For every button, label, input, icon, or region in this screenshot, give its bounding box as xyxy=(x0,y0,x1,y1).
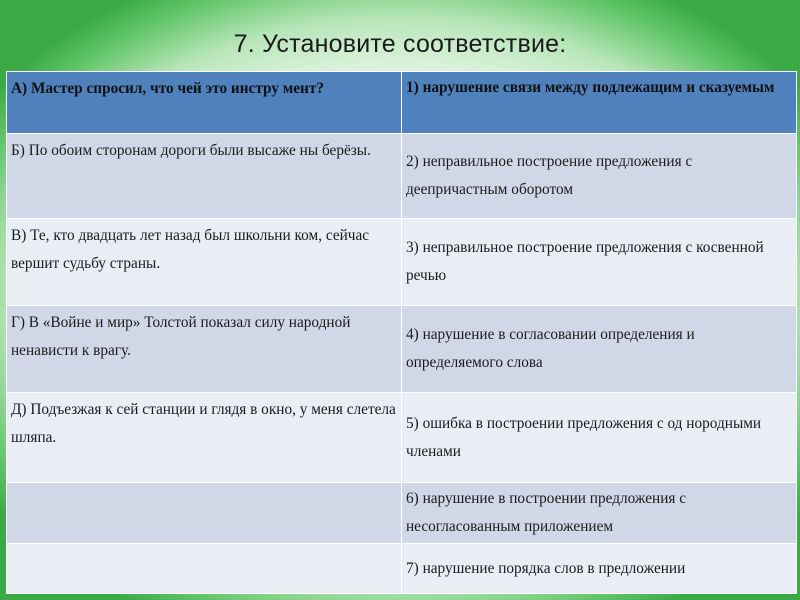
sentence-cell: В) Те, кто двадцать лет назад был школьни ком, сейчас вершит судьбу страны. xyxy=(7,219,402,306)
error-type-cell: 4) нарушение в согласовании определения и определяемого слова xyxy=(402,306,797,393)
error-type-cell: 2) неправильное построение предложения с деепричастным оборотом xyxy=(402,134,797,219)
matching-table xyxy=(6,71,797,594)
error-type-cell: 5) ошибка в построении предложения с од нородными членами xyxy=(402,393,797,483)
table-row xyxy=(7,219,797,306)
error-type-cell: 3) неправильное построение предложения с косвенной речью xyxy=(402,219,797,306)
table-row xyxy=(7,393,797,483)
table-header-row xyxy=(7,72,797,134)
table-row xyxy=(7,483,797,544)
table-row xyxy=(7,306,797,393)
error-type-cell: 7) нарушение порядка слов в предложении xyxy=(402,544,797,594)
table-row xyxy=(7,544,797,594)
header-right-cell: 1) нарушение связи между подлежащим и сказуемым xyxy=(402,72,797,134)
sentence-cell: Г) В «Войне и мир» Толстой показал силу народной ненависти к врагу. xyxy=(7,306,402,393)
table-row xyxy=(7,134,797,219)
header-left-cell: А) Мастер спросил, что чей это инстру мент? xyxy=(7,72,402,134)
sentence-cell: Б) По обоим сторонам дороги были высаже ны берёзы. xyxy=(7,134,402,219)
sentence-cell xyxy=(7,483,402,544)
slide-title: 7. Установите соответствие: xyxy=(233,30,567,58)
sentence-cell: Д) Подъезжая к сей станции и глядя в окно, у меня слетела шляпа. xyxy=(7,393,402,483)
error-type-cell: 6) нарушение в построении предложения с несогласованным приложением xyxy=(402,483,797,544)
sentence-cell xyxy=(7,544,402,594)
